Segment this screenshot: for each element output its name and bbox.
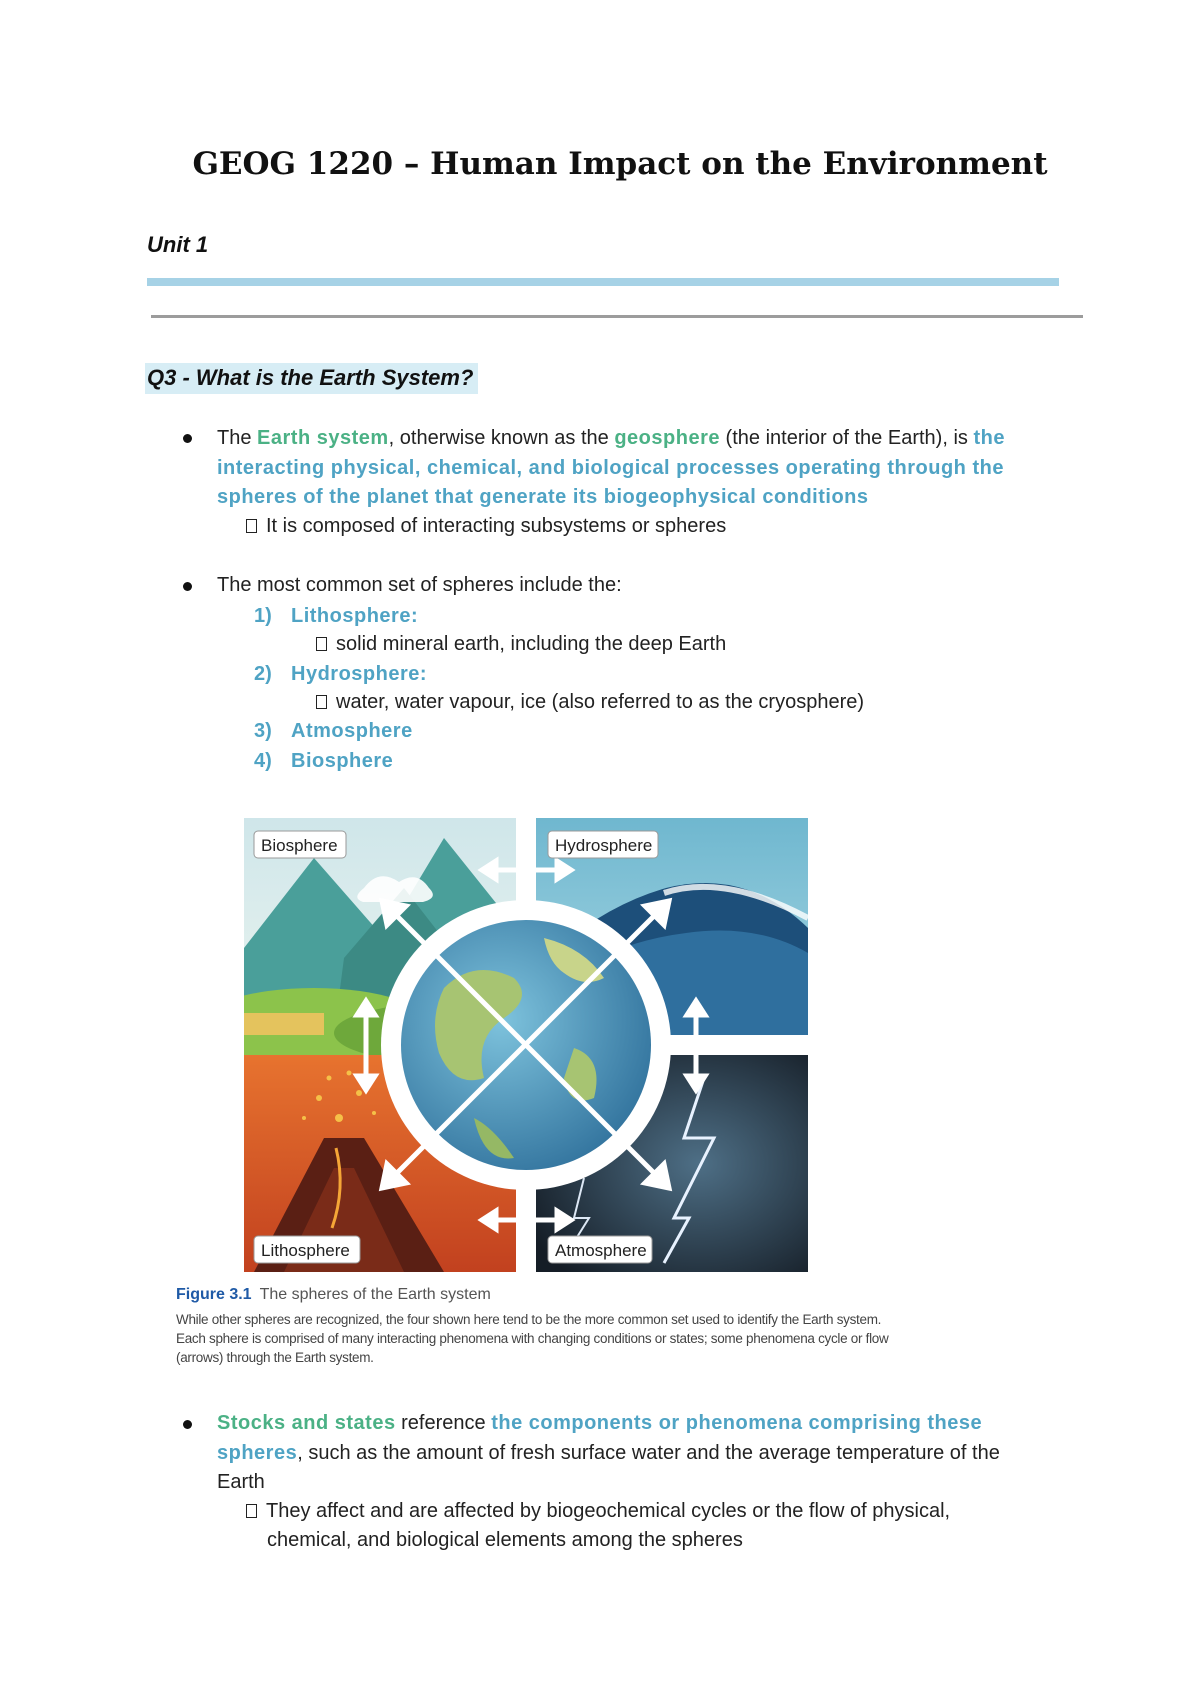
blue-divider (147, 278, 1059, 286)
sphere-desc: water, water vapour, ice (also referred to as the cryosphere) (316, 688, 864, 717)
bullet2-text: The most common set of spheres include the: (217, 574, 622, 596)
bullet-dot (183, 1420, 192, 1429)
bullet1-line1: The Earth system, otherwise known as the geosphere (the interior of the Earth), is the (217, 427, 1005, 449)
term-stocks-and-states: Stocks and states (217, 1412, 396, 1434)
document-title: GEOG 1220 – Human Impact on the Environment (192, 146, 1048, 182)
sphere-item: 1) Lithosphere: (254, 605, 419, 627)
term-geosphere: geosphere (614, 427, 720, 449)
figure-caption-body: While other spheres are recognized, the four shown here tend to be the more common set used to identify the Earth system. Each sphere is comprised of many interacting phenomena with changing conditions or states; some phenomena cycle or flow (arrows) through the Earth system. (176, 1312, 889, 1365)
bullet3-line2: spheres, such as the amount of fresh surface water and the average temperature of the (217, 1442, 1000, 1464)
sphere-item: 4) Biosphere (254, 750, 394, 772)
label-biosphere (254, 831, 346, 858)
bullet1-line2: interacting physical, chemical, and biological processes operating through the (217, 457, 1004, 479)
svg-text:Hydrosphere: Hydrosphere (555, 836, 653, 855)
bullet1-line3: spheres of the planet that generate its biogeophysical conditions (217, 486, 869, 508)
term-earth-system: Earth system (257, 427, 389, 449)
question-heading: Q3 - What is the Earth System? (145, 363, 478, 394)
bullet3-line3: Earth (217, 1471, 265, 1493)
svg-text:Lithosphere: Lithosphere (261, 1241, 350, 1260)
square-bullet-icon (316, 695, 327, 709)
svg-text:Biosphere: Biosphere (261, 836, 338, 855)
square-bullet-icon (246, 519, 257, 533)
bullet3-subpoint-cont: chemical, and biological elements among the spheres (267, 1529, 743, 1551)
square-bullet-icon (246, 1504, 257, 1518)
svg-text:Atmosphere: Atmosphere (555, 1241, 647, 1260)
bullet-dot (183, 434, 192, 443)
bullet3-subpoint: They affect and are affected by biogeochemical cycles or the flow of physical, (246, 1497, 950, 1526)
grey-divider (151, 315, 1083, 318)
label-atmosphere (548, 1236, 652, 1263)
bullet3-line1: Stocks and states reference the components or phenomena comprising these (217, 1412, 983, 1434)
figure-caption-title: Figure 3.1 The spheres of the Earth system (176, 1286, 491, 1303)
sphere-item: 3) Atmosphere (254, 720, 413, 742)
square-bullet-icon (316, 637, 327, 651)
earth-system-figure (244, 818, 808, 1272)
bullet1-subpoint: It is composed of interacting subsystems or spheres (246, 512, 726, 541)
unit-heading: Unit 1 (147, 232, 209, 257)
sphere-desc: solid mineral earth, including the deep Earth (316, 630, 726, 659)
label-hydrosphere (548, 831, 658, 858)
bullet-dot (183, 582, 192, 591)
sphere-item: 2) Hydrosphere: (254, 663, 428, 685)
label-lithosphere (254, 1236, 360, 1263)
